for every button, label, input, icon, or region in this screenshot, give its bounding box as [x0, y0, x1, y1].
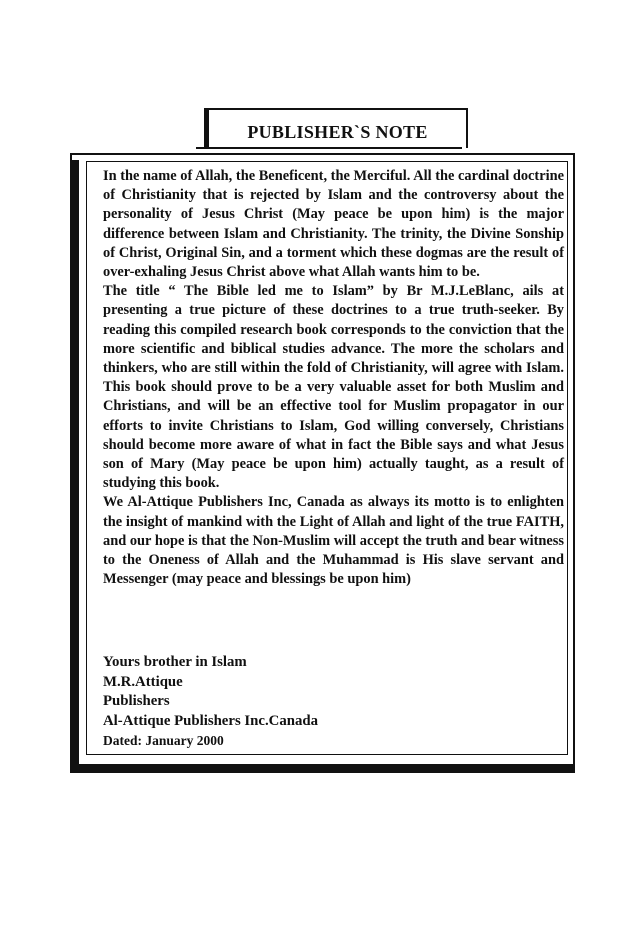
date-line: Dated: January 2000	[103, 733, 224, 748]
signature-block	[103, 653, 318, 751]
paragraph-book: The title “ The Bible led me to Islam” by Br M.J.LeBlanc, ails at presenting a true picture of these doctrines to a true truth-seeker. By reading this compiled research book corresponds to the conviction that the more scientific and biblical studies advance. The more the scholars and thinkers, who are still within the fold of Christianity, will agree with Islam. This book should prove to be a very valuable asset for both Muslim and Christians, and will be an effective tool for Muslim propagator in our efforts to invite Christians to Islam, God willing conversely, Christians should become more aware of what in fact the Bible says and what Jesus son of Mary (May peace be upon him) actually taught, as a result of studying this book.	[103, 283, 564, 492]
page-title: PUBLISHER`S NOTE	[247, 122, 428, 142]
signer-name: M.R.Attique	[103, 673, 183, 690]
note-body	[103, 167, 564, 589]
paragraph-intro: In the name of Allah, the Beneficent, the Merciful. All the cardinal doctrine of Christianity that is rejected by Islam and the controversy about the personality of Jesus Christ (May peace be upon him) is the major difference between Islam and Christianity. The trinity, the Divine Sonship of Christ, Original Sin, and a torment which these dogmas are the result of over-exhaling Jesus Christ above what Allah wants him to be.	[103, 168, 564, 281]
paragraph-publisher: We Al-Attique Publishers Inc, Canada as always its motto is to enlighten the insight of mankind with the Light of Allah and light of the true FAITH, and our hope is that the Non-Muslim will accept the truth and bear witness to the Oneness of Allah and the Muhammad is His slave servant and Messenger (may peace and blessings be upon him)	[103, 494, 564, 588]
title-underline	[196, 147, 462, 149]
title-box	[204, 108, 468, 148]
publisher-name: Al-Attique Publishers Inc.Canada	[103, 712, 318, 729]
closing-salutation: Yours brother in Islam	[103, 654, 247, 670]
signer-role: Publishers	[103, 693, 170, 709]
frame-shadow-left	[70, 160, 79, 773]
frame-shadow-bottom	[70, 764, 575, 773]
